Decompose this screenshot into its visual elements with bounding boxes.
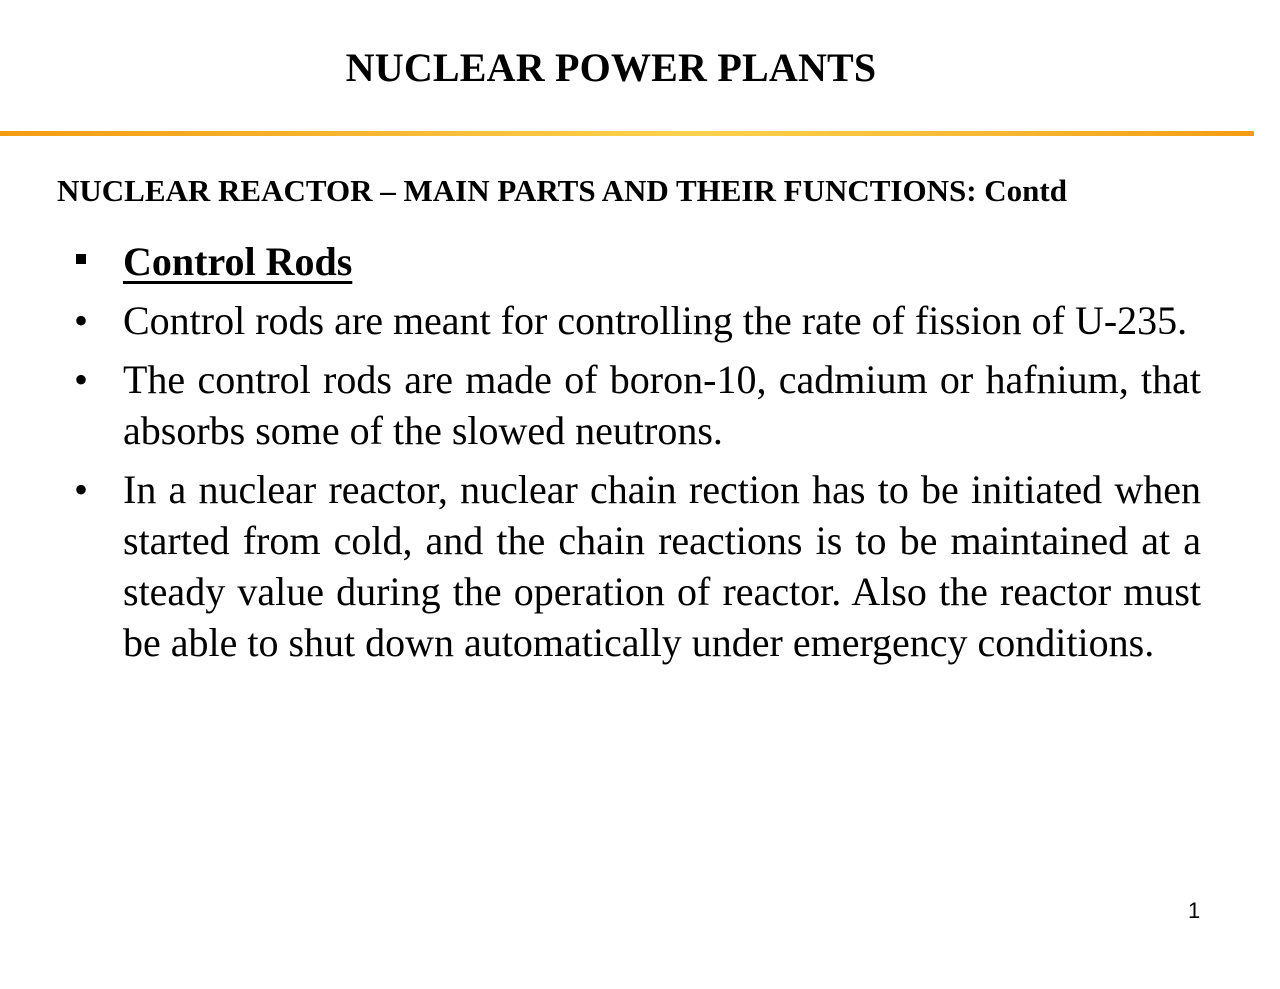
bullet-icon: • (74, 298, 89, 343)
bullet-text: The control rods are made of boron-10, cadmium or hafnium, that absorbs some of the slowed neutrons. (123, 357, 1201, 453)
slide-content (0, 236, 1280, 676)
title-divider (0, 131, 1254, 136)
bullet-icon: • (74, 467, 89, 512)
bullet-text: In a nuclear reactor, nuclear chain rection has to be initiated when started from cold, and the chain reactions is to be maintained at a steady value during the operation of reactor. Also the reactor must be able to shut down automatically under emergency conditions. (123, 467, 1201, 665)
bullet-item (0, 295, 1280, 346)
slide-title: NUCLEAR POWER PLANTS (345, 45, 877, 90)
bullet-item (0, 354, 1280, 456)
square-bullet-icon (76, 254, 86, 264)
bullet-text: Control rods are meant for controlling the rate of fission of U-235. (123, 298, 1188, 343)
slide-subtitle: NUCLEAR REACTOR – MAIN PARTS AND THEIR FUNCTIONS: Contd (57, 173, 1067, 208)
section-heading-item (0, 236, 1280, 287)
section-heading: Control Rods (123, 239, 353, 284)
bullet-icon: • (74, 357, 89, 402)
page-number: 1 (1188, 898, 1201, 923)
bullet-item (0, 464, 1280, 668)
